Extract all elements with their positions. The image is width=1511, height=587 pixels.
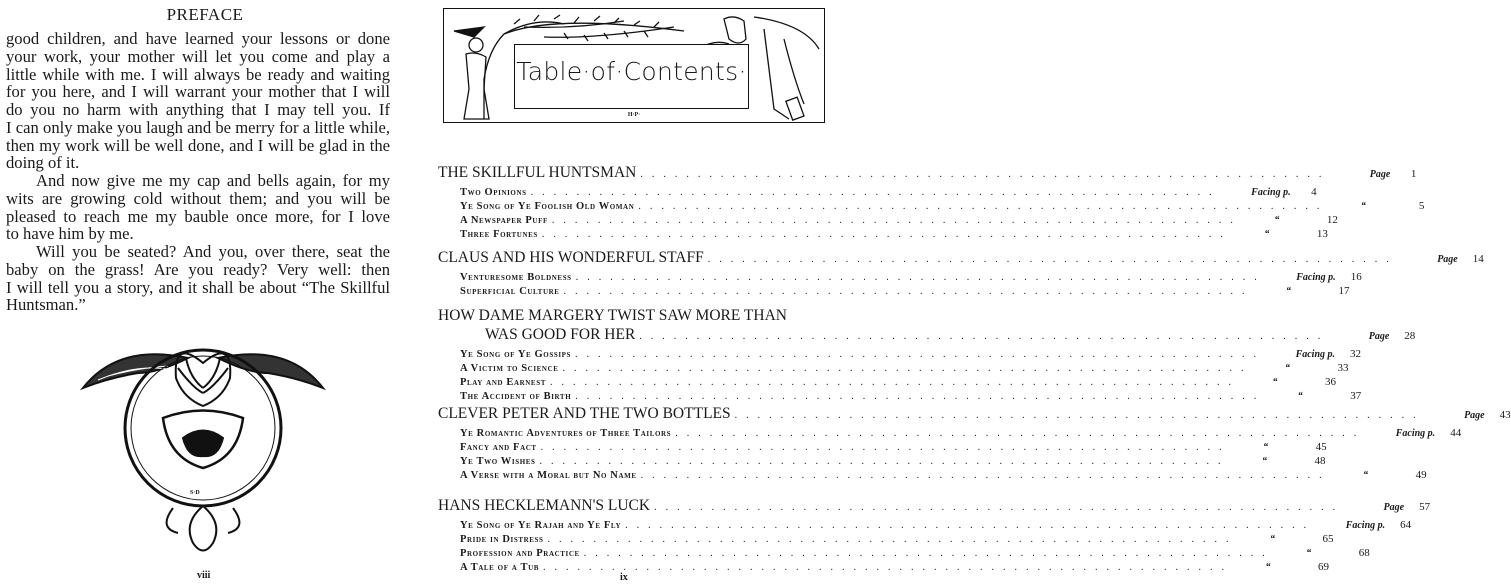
page-number: 45 [1315, 441, 1327, 453]
preface-line: Will you be seated? And you, over there, seat the [36, 242, 390, 261]
preface-line: pleased to reach me my bauble once more, for I love [6, 206, 390, 226]
chapter-entry-title: CLEVER PETER AND THE TWO BOTTLES [438, 405, 731, 422]
page-number: 44 [1450, 427, 1462, 439]
page-label: “ [1306, 548, 1312, 559]
preface-line: your work, your mother will let you come and play a [6, 46, 390, 66]
page-number: 16 [1350, 271, 1362, 283]
preface-line: good children, and have learned your lessons or done [6, 29, 390, 48]
illustration-entry-title: Venturesome Boldness [460, 272, 572, 283]
illustration-entry[interactable] [460, 348, 1362, 360]
illustration-entry[interactable] [460, 455, 1326, 467]
preface-line: little while with me. I will always be ready and waiting [6, 64, 390, 84]
page-number: 28 [1404, 330, 1416, 342]
preface-line: doing of it. [6, 153, 80, 173]
page-label: “ [1360, 201, 1366, 212]
chapter-entry-cont[interactable] [485, 326, 1416, 344]
illustration-entry-title: A Newspaper Puff [460, 215, 548, 226]
banner-title-box [514, 44, 749, 109]
page-label: “ [1285, 363, 1291, 374]
preface-line: wits are growing cold without them; and you will be [6, 188, 390, 208]
illustration-entry-title: Ye Song of Ye Rajah and Ye Fly [460, 520, 622, 531]
preface-line: for you here, and I will warrant your mother that I will [6, 82, 390, 102]
page-number: 13 [1316, 228, 1328, 240]
illustration-entry-title: A Tale of a Tub [460, 562, 540, 573]
page-label: Page [1369, 169, 1391, 180]
dot-leader: ............................................................ [563, 286, 1254, 297]
page-number: 17 [1338, 285, 1350, 297]
preface-line: then my work will be well done, and I will be glad in the [6, 135, 390, 155]
dot-leader: ............................................................ [530, 187, 1221, 198]
illustration-entry-title: Superficial Culture [460, 286, 560, 297]
illustration-entry-title: A Verse with a Moral but No Name [460, 470, 637, 481]
illustration-entry-title: Two Opinions [460, 187, 527, 198]
illustrator-signature: H·P· [627, 112, 641, 118]
illustration-entry-title: Fancy and Fact [460, 442, 537, 453]
page-label: Facing p. [1296, 272, 1336, 283]
dot-leader: ............................................................ [575, 349, 1266, 360]
illustration-entry-title: Play and Earnest [460, 377, 546, 388]
page-number: 36 [1324, 376, 1336, 388]
chapter-entry[interactable] [438, 164, 1417, 182]
page-label: Facing p. [1295, 349, 1336, 360]
chapter-entry-title: CLAUS AND HIS WONDERFUL STAFF [438, 249, 704, 266]
dot-leader: ............................................................ [583, 548, 1274, 559]
page-number: 65 [1322, 533, 1334, 545]
illustration-entry[interactable] [460, 547, 1370, 559]
page-number: 33 [1337, 362, 1349, 374]
dot-leader: ............................................................ [541, 229, 1232, 240]
illustration-entry[interactable] [460, 519, 1412, 531]
illustration-entry-title: Ye Song of Ye Foolish Old Woman [460, 201, 635, 212]
page-number: 57 [1419, 501, 1431, 513]
page-label: “ [1264, 229, 1270, 240]
preface-line: I can only make you laugh and be merry for a little while, [6, 117, 390, 137]
illustration-entry[interactable] [460, 427, 1462, 439]
chapter-entry-title: HANS HECKLEMANN'S LUCK [438, 497, 651, 514]
illustration-entry[interactable] [460, 362, 1349, 374]
page-label: “ [1286, 286, 1292, 297]
page-label: “ [1274, 215, 1280, 226]
page-label: “ [1265, 562, 1271, 573]
left-page-preface [0, 0, 420, 587]
illustration-entry-title: The Accident of Birth [460, 391, 572, 402]
page-label: “ [1262, 456, 1267, 467]
illustration-entry[interactable] [460, 271, 1362, 283]
page-number: 32 [1350, 348, 1362, 360]
illustration-entry-title: Ye Two Wishes [460, 456, 536, 467]
dot-leader: ............................................................ [625, 520, 1316, 531]
dot-leader: ............................................................ [575, 272, 1266, 283]
illustration-entry[interactable] [460, 561, 1330, 573]
page-number: 43 [1499, 409, 1511, 421]
illustration-entry-title: Pride in Distress [460, 534, 544, 545]
table-of-contents-banner [443, 8, 825, 123]
illustration-entry[interactable] [460, 441, 1327, 453]
illustration-entry-title: Three Fortunes [460, 229, 538, 240]
page-label: Facing p. [1345, 520, 1386, 531]
dot-leader: ............................................................ [640, 470, 1331, 481]
dot-leader: ............................................................ [547, 534, 1238, 545]
dot-leader: ............................................................ [551, 215, 1242, 226]
dot-leader: ............................................................ [734, 410, 1425, 421]
dot-leader: ............................................................ [562, 363, 1253, 374]
dot-leader: ............................................................ [575, 391, 1266, 402]
dot-leader: ............................................................ [638, 201, 1329, 212]
page-number: 68 [1358, 547, 1370, 559]
dot-leader: ............................................................ [707, 254, 1398, 265]
illustration-entry-title: A Victim to Science [460, 363, 559, 374]
page-number: 37 [1350, 390, 1362, 402]
illustration-entry-title: Profession and Practice [460, 548, 580, 559]
illustration-entry[interactable] [460, 390, 1362, 402]
contents-title: Table·of·Contents· [516, 57, 747, 86]
chapter-entry-cont-title: WAS GOOD FOR HER [485, 326, 636, 343]
page-label: “ [1270, 534, 1276, 545]
chapter-entry[interactable] [438, 405, 1511, 423]
decorative-ornament-icon [78, 318, 328, 563]
page-number: 4 [1311, 186, 1317, 198]
illustration-entry[interactable] [460, 214, 1338, 226]
page-number: 49 [1415, 469, 1427, 481]
illustration-entry[interactable] [460, 186, 1317, 198]
illustration-entry-title: Ye Song of Ye Gossips [460, 349, 572, 360]
running-head: PREFACE [166, 5, 244, 24]
page-number: 14 [1472, 253, 1484, 265]
illustration-entry[interactable] [460, 228, 1328, 240]
chapter-entry-title: THE SKILLFUL HUNTSMAN [438, 164, 637, 181]
page-label: Facing p. [1251, 187, 1291, 198]
illustration-entry[interactable] [460, 469, 1427, 481]
page-number: 5 [1418, 200, 1425, 212]
dot-leader: ............................................................ [640, 169, 1331, 180]
chapter-entry[interactable] [438, 497, 1431, 515]
page-label: Page [1368, 331, 1390, 342]
illustration-entry[interactable] [460, 533, 1334, 545]
page-number: 48 [1314, 455, 1326, 467]
preface-line: I will tell you a story, and it shall be about “The Skillful [6, 277, 390, 297]
page-label: Page [1437, 254, 1458, 265]
page-number: 1 [1410, 168, 1417, 180]
illustration-entry-title: Ye Romantic Adventures of Three Tailors [460, 428, 672, 439]
page-label: Page [1383, 502, 1405, 513]
page-number: viii [197, 570, 211, 581]
dot-leader: ............................................................ [543, 562, 1234, 573]
preface-line: baby on the grass! Are you ready? Very well: then [6, 259, 390, 279]
page-number-right: ix [620, 572, 628, 583]
preface-line: to have him by me. [6, 224, 134, 244]
dot-leader: ............................................................ [654, 502, 1345, 513]
page-label: “ [1272, 377, 1278, 388]
page-number: 69 [1318, 561, 1330, 573]
page-label: “ [1263, 442, 1269, 453]
preface-line: do you no harm with anything that I may tell you. If [6, 100, 390, 119]
illustration-entry[interactable] [460, 200, 1425, 212]
chapter-entry[interactable] [438, 307, 823, 325]
page-label: “ [1363, 470, 1369, 481]
chapter-entry-title: HOW DAME MARGERY TWIST SAW MORE THAN [438, 307, 787, 324]
dot-leader: ............................................................ [675, 428, 1366, 439]
page-label: Facing p. [1395, 428, 1436, 439]
ornament-initials: S·D [190, 490, 200, 496]
preface-line: And now give me my cap and bells again, for my [36, 171, 390, 190]
chapter-entry[interactable] [438, 249, 1484, 267]
page-label: “ [1297, 391, 1303, 402]
illustration-entry[interactable] [460, 285, 1350, 297]
page-number: 12 [1326, 214, 1338, 226]
dot-leader: ............................................................ [540, 442, 1231, 453]
page-number: 64 [1400, 519, 1412, 531]
illustration-entry[interactable] [460, 376, 1336, 388]
preface-line: Huntsman.” [6, 295, 86, 315]
dot-leader: ............................................................ [639, 331, 1330, 342]
dot-leader: ............................................................ [549, 377, 1240, 388]
page-label: Page [1464, 410, 1485, 421]
dot-leader: ............................................................ [539, 456, 1230, 467]
